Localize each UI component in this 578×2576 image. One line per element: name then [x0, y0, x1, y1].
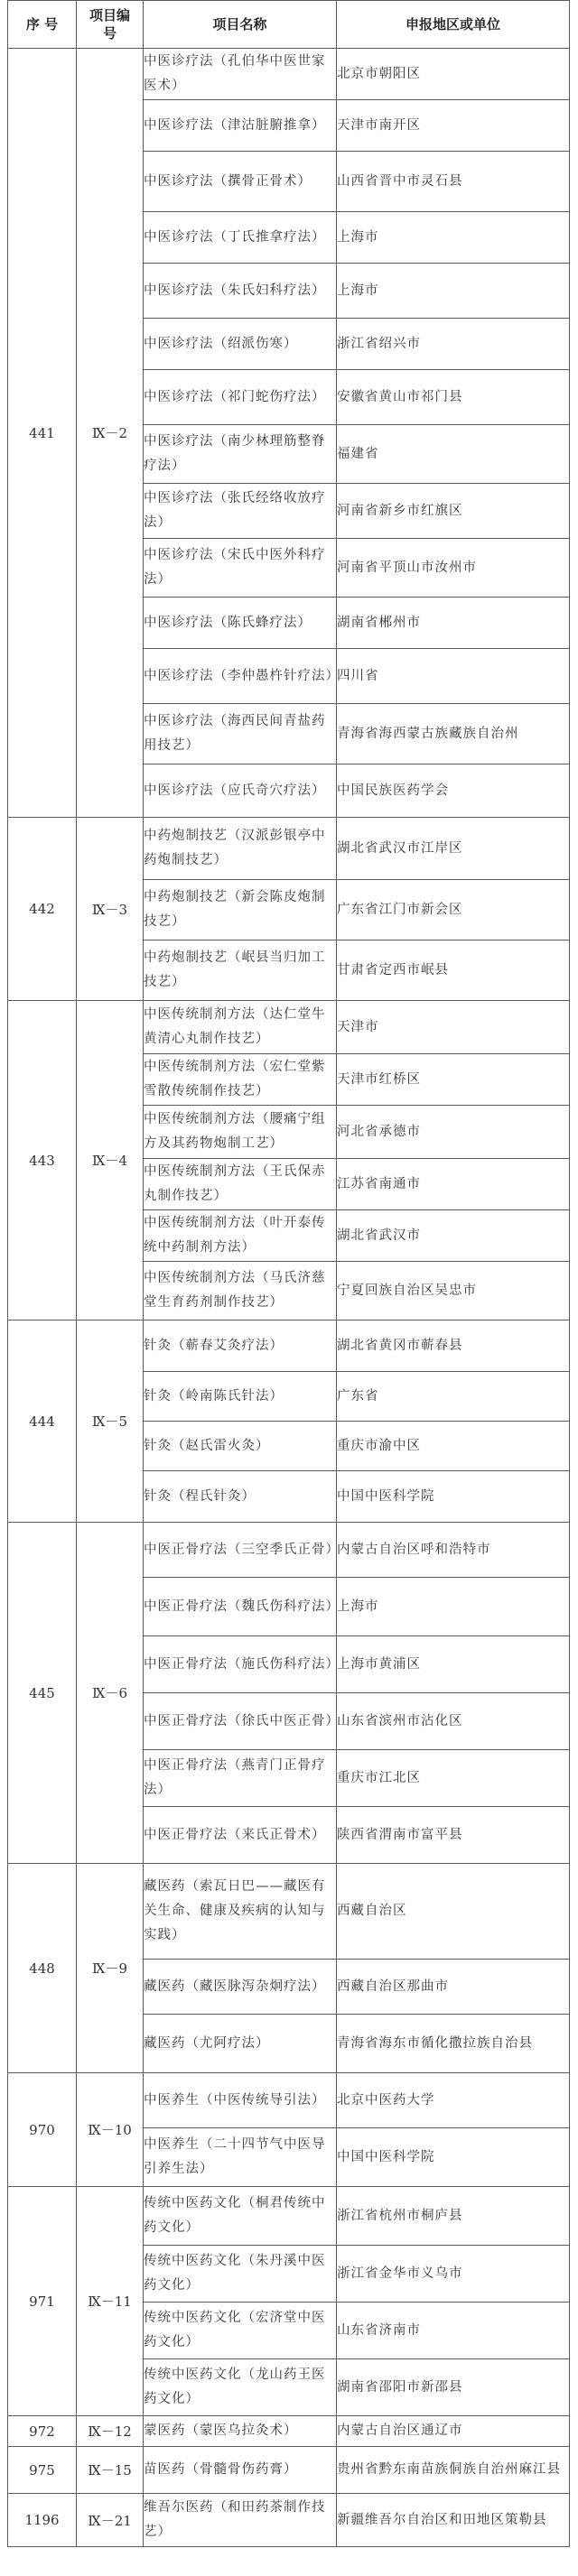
location-cell: 河南省平顶山市汝州市	[337, 539, 570, 598]
project-name-cell: 中医正骨疗法（来氏正骨术）	[144, 1807, 337, 1864]
project-name-cell: 传统中医药文化（龙山药王医药文化）	[144, 2359, 337, 2416]
row-project-code: Ⅸ－11	[77, 2187, 144, 2416]
location-cell: 湖北省黄冈市蕲春县	[337, 1320, 570, 1372]
project-name-cell: 中医传统制剂方法（腰痛宁组方及其药物炮制工艺）	[144, 1106, 337, 1159]
table-row	[8, 2494, 570, 2547]
project-name-cell: 中医正骨疗法（三空季氏正骨）	[144, 1523, 337, 1578]
row-project-code: Ⅸ－12	[77, 2416, 144, 2447]
location-cell: 安徽省黄山市祁门县	[337, 370, 570, 425]
project-name-cell: 藏医药（藏医脉泻杂炯疗法）	[144, 1960, 337, 2015]
location-cell: 甘肃省定西市岷县	[337, 941, 570, 1001]
location-cell: 青海省海东市循化撒拉族自治县	[337, 2015, 570, 2073]
project-name-cell: 维吾尔医药（和田药茶制作技艺）	[144, 2494, 337, 2547]
project-name-cell: 中医诊疗法（宋氏中医外科疗法）	[144, 539, 337, 598]
project-name-cell: 中药炮制技艺（汉派彭银亭中药炮制技艺）	[144, 818, 337, 880]
location-cell: 天津市红桥区	[337, 1054, 570, 1106]
location-cell: 河北省承德市	[337, 1106, 570, 1159]
header-location: 申报地区或单位	[337, 1, 570, 49]
project-name-cell: 中医诊疗法（陈氏蜂疗法）	[144, 598, 337, 649]
location-cell: 浙江省杭州市桐庐县	[337, 2187, 570, 2246]
location-cell: 福建省	[337, 425, 570, 484]
location-cell: 湖南省邵阳市新邵县	[337, 2359, 570, 2416]
project-name-cell: 藏医药（索瓦日巴——藏医有关生命、健康及疾病的认知与实践）	[144, 1864, 337, 1960]
location-cell: 青海省海西蒙古族藏族自治州	[337, 704, 570, 764]
row-seq-number: 448	[8, 1864, 77, 2073]
row-seq-number: 972	[8, 2416, 77, 2447]
project-name-cell: 中医诊疗法（朱氏妇科疗法）	[144, 264, 337, 319]
project-name-cell: 中医诊疗法（李仲愚杵针疗法）	[144, 649, 337, 704]
location-cell: 上海市	[337, 1578, 570, 1636]
location-cell: 四川省	[337, 649, 570, 704]
project-name-cell: 针灸（蕲春艾灸疗法）	[144, 1320, 337, 1372]
location-cell: 上海市黄浦区	[337, 1636, 570, 1693]
header-code: 项目编号	[77, 1, 144, 49]
table-header-row	[8, 1, 570, 49]
project-name-cell: 中医正骨疗法（徐氏中医正骨）	[144, 1693, 337, 1750]
project-name-cell: 中医传统制剂方法（宏仁堂紫雪散传统制作技艺）	[144, 1054, 337, 1106]
project-name-cell: 中医诊疗法（绍派伤寒）	[144, 319, 337, 370]
location-cell: 重庆市渝中区	[337, 1422, 570, 1471]
location-cell: 内蒙古自治区呼和浩特市	[337, 1523, 570, 1578]
location-cell: 天津市南开区	[337, 100, 570, 152]
project-name-cell: 中医传统制剂方法（达仁堂牛黄清心丸制作技艺）	[144, 1001, 337, 1054]
project-name-cell: 传统中医药文化（朱丹溪中医药文化）	[144, 2246, 337, 2303]
project-name-cell: 中医诊疗法（津沽脏腑推拿）	[144, 100, 337, 152]
row-seq-number: 970	[8, 2073, 77, 2187]
location-cell: 湖南省郴州市	[337, 598, 570, 649]
location-cell: 西藏自治区	[337, 1864, 570, 1960]
row-seq-number: 443	[8, 1001, 77, 1320]
location-cell: 天津市	[337, 1001, 570, 1054]
location-cell: 贵州省黔东南苗族侗族自治州麻江县	[337, 2447, 570, 2494]
row-project-code: Ⅸ－2	[77, 49, 144, 818]
location-cell: 上海市	[337, 212, 570, 264]
location-cell: 重庆市江北区	[337, 1750, 570, 1807]
project-name-cell: 传统中医药文化（桐君传统中药文化）	[144, 2187, 337, 2246]
location-cell: 中国民族医药学会	[337, 764, 570, 818]
location-cell: 湖北省武汉市江岸区	[337, 818, 570, 880]
header-name: 项目名称	[144, 1, 337, 49]
location-cell: 中国中医科学院	[337, 1471, 570, 1523]
location-cell: 广东省江门市新会区	[337, 880, 570, 941]
project-table	[7, 0, 570, 2547]
location-cell: 广东省	[337, 1372, 570, 1422]
project-name-cell: 中医传统制剂方法（叶开泰传统中药制剂方法）	[144, 1210, 337, 1262]
table-row	[8, 2187, 570, 2246]
project-name-cell: 中医正骨疗法（燕青门正骨疗法）	[144, 1750, 337, 1807]
table-row	[8, 1523, 570, 1578]
location-cell: 山东省济南市	[337, 2303, 570, 2359]
location-cell: 浙江省金华市义乌市	[337, 2246, 570, 2303]
project-name-cell: 中药炮制技艺（新会陈皮炮制技艺）	[144, 880, 337, 941]
row-project-code: Ⅸ－4	[77, 1001, 144, 1320]
row-seq-number: 971	[8, 2187, 77, 2416]
project-name-cell: 中医诊疗法（祁门蛇伤疗法）	[144, 370, 337, 425]
location-cell: 西藏自治区那曲市	[337, 1960, 570, 2015]
project-name-cell: 中医诊疗法（孔伯华中医世家医术）	[144, 49, 337, 100]
row-seq-number: 975	[8, 2447, 77, 2494]
project-name-cell: 藏医药（尤阿疗法）	[144, 2015, 337, 2073]
location-cell: 新疆维吾尔自治区和田地区策勒县	[337, 2494, 570, 2547]
location-cell: 陕西省渭南市富平县	[337, 1807, 570, 1864]
row-project-code: Ⅸ－21	[77, 2494, 144, 2547]
project-name-cell: 中医正骨疗法（施氏伤科疗法）	[144, 1636, 337, 1693]
project-name-cell: 中医诊疗法（撰骨正骨术）	[144, 152, 337, 212]
row-project-code: Ⅸ－15	[77, 2447, 144, 2494]
project-name-cell: 中药炮制技艺（岷县当归加工技艺）	[144, 941, 337, 1001]
table-row	[8, 1001, 570, 1054]
project-name-cell: 中医诊疗法（应氏奇穴疗法）	[144, 764, 337, 818]
project-name-cell: 中医诊疗法（丁氏推拿疗法）	[144, 212, 337, 264]
location-cell: 湖北省武汉市	[337, 1210, 570, 1262]
location-cell: 上海市	[337, 264, 570, 319]
row-seq-number: 442	[8, 818, 77, 1001]
location-cell: 山东省滨州市沾化区	[337, 1693, 570, 1750]
location-cell: 内蒙古自治区通辽市	[337, 2416, 570, 2447]
table-row	[8, 818, 570, 880]
row-seq-number: 1196	[8, 2494, 77, 2547]
location-cell: 浙江省绍兴市	[337, 319, 570, 370]
row-project-code: Ⅸ－10	[77, 2073, 144, 2187]
row-project-code: Ⅸ－5	[77, 1320, 144, 1523]
project-name-cell: 蒙医药（蒙医乌拉灸术）	[144, 2416, 337, 2447]
table-row	[8, 2416, 570, 2447]
project-name-cell: 针灸（岭南陈氏针法）	[144, 1372, 337, 1422]
document-page	[7, 0, 571, 2547]
table-row	[8, 2447, 570, 2494]
location-cell: 宁夏回族自治区吴忠市	[337, 1262, 570, 1320]
table-row	[8, 1320, 570, 1372]
project-name-cell: 中医诊疗法（海西民间青盐药用技艺）	[144, 704, 337, 764]
project-name-cell: 中医正骨疗法（魏氏伤科疗法）	[144, 1578, 337, 1636]
row-seq-number: 444	[8, 1320, 77, 1523]
location-cell: 山西省晋中市灵石县	[337, 152, 570, 212]
location-cell: 北京市朝阳区	[337, 49, 570, 100]
table-row	[8, 2073, 570, 2128]
project-name-cell: 中医养生（中医传统导引法）	[144, 2073, 337, 2128]
row-seq-number: 441	[8, 49, 77, 818]
table-row	[8, 49, 570, 100]
location-cell: 北京中医药大学	[337, 2073, 570, 2128]
project-name-cell: 中医养生（二十四节气中医导引养生法）	[144, 2128, 337, 2187]
header-seq: 序 号	[8, 1, 77, 49]
row-seq-number: 445	[8, 1523, 77, 1864]
table-row	[8, 1864, 570, 1960]
project-name-cell: 中医诊疗法（南少林理筋整脊疗法）	[144, 425, 337, 484]
project-name-cell: 针灸（赵氏雷火灸）	[144, 1422, 337, 1471]
project-name-cell: 中医诊疗法（张氏经络收放疗法）	[144, 484, 337, 539]
project-name-cell: 中医传统制剂方法（马氏济慈堂生育药剂制作技艺）	[144, 1262, 337, 1320]
project-name-cell: 传统中医药文化（宏济堂中医药文化）	[144, 2303, 337, 2359]
project-name-cell: 中医传统制剂方法（王氏保赤丸制作技艺）	[144, 1159, 337, 1210]
project-name-cell: 针灸（程氏针灸）	[144, 1471, 337, 1523]
row-project-code: Ⅸ－6	[77, 1523, 144, 1864]
project-name-cell: 苗医药（骨髓骨伤药膏）	[144, 2447, 337, 2494]
location-cell: 江苏省南通市	[337, 1159, 570, 1210]
location-cell: 河南省新乡市红旗区	[337, 484, 570, 539]
location-cell: 中国中医科学院	[337, 2128, 570, 2187]
table-body	[8, 49, 570, 2547]
row-project-code: Ⅸ－3	[77, 818, 144, 1001]
row-project-code: Ⅸ－9	[77, 1864, 144, 2073]
